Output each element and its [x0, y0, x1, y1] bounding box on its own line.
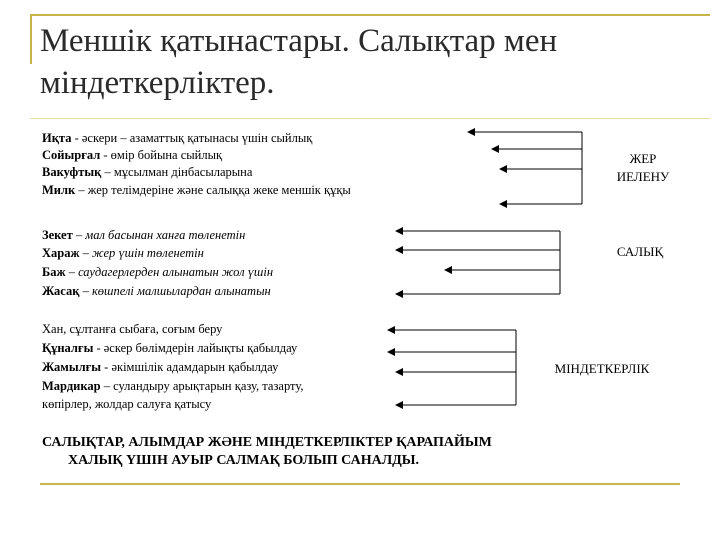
list-item: Иқта - әскери – азаматтық қатынасы үшін сыйлық	[42, 131, 313, 145]
list-item: Хараж – жер үшін төленетін	[42, 246, 204, 260]
term: Баж	[42, 265, 66, 279]
list-item: Зекет – мал басынан ханға төленетін	[42, 228, 246, 242]
list-item: Хан, сұлтанға сыбаға, соғым беру	[42, 322, 223, 336]
list-item: Баж – саудагерлерден алынатын жол үшін	[42, 265, 274, 279]
list-item: Жасақ – көшпелі малшылардан алынатын	[42, 284, 271, 298]
term: Зекет	[42, 228, 73, 242]
term: Жасақ	[42, 284, 80, 298]
term: Иқта	[42, 131, 72, 145]
page-title: Меншік қатынастары. Салықтар мен міндеткерліктер.	[40, 23, 558, 101]
group-label-land: ЖЕР ИЕЛЕНУ	[616, 151, 670, 184]
term: Вакуфтық	[42, 165, 102, 179]
term: Хараж	[42, 246, 80, 260]
term: Жамылғы	[42, 360, 102, 374]
list-item: Құналғы - әскер бөлімдерін лайықты қабылдау	[42, 341, 298, 355]
list-item: Вакуфтық – мұсылман дінбасыларына	[42, 165, 253, 179]
term: Мардикар	[42, 379, 101, 393]
group-label-duty: МІНДЕТКЕРЛІК	[554, 361, 650, 376]
term: Сойырғал	[42, 148, 101, 162]
list-item: көпірлер, жолдар салуға қатысу	[42, 397, 212, 411]
list-item: Мардикар – суландыру арықтарын қазу, тазарту,	[42, 379, 304, 393]
term: Милк	[42, 183, 76, 197]
list-item: Милк – жер телімдеріне және салыққа жеке меншік құқы	[42, 183, 351, 197]
list-item: Сойырғал - өмір бойына сыйлық	[42, 148, 223, 162]
summary-text: САЛЫҚТАР, АЛЫМДАР ЖӘНЕ МІНДЕТКЕРЛІКТЕР ҚАРАПАЙЫМ ХАЛЫҚ ҮШІН АУЫР САЛМАҚ БОЛЫП САНАЛДЫ.	[42, 435, 492, 468]
list-item: Жамылғы - әкімшілік адамдарын қабылдау	[42, 360, 279, 374]
group-label-tax: САЛЫҚ	[616, 244, 664, 259]
term: Құналғы	[42, 341, 94, 355]
